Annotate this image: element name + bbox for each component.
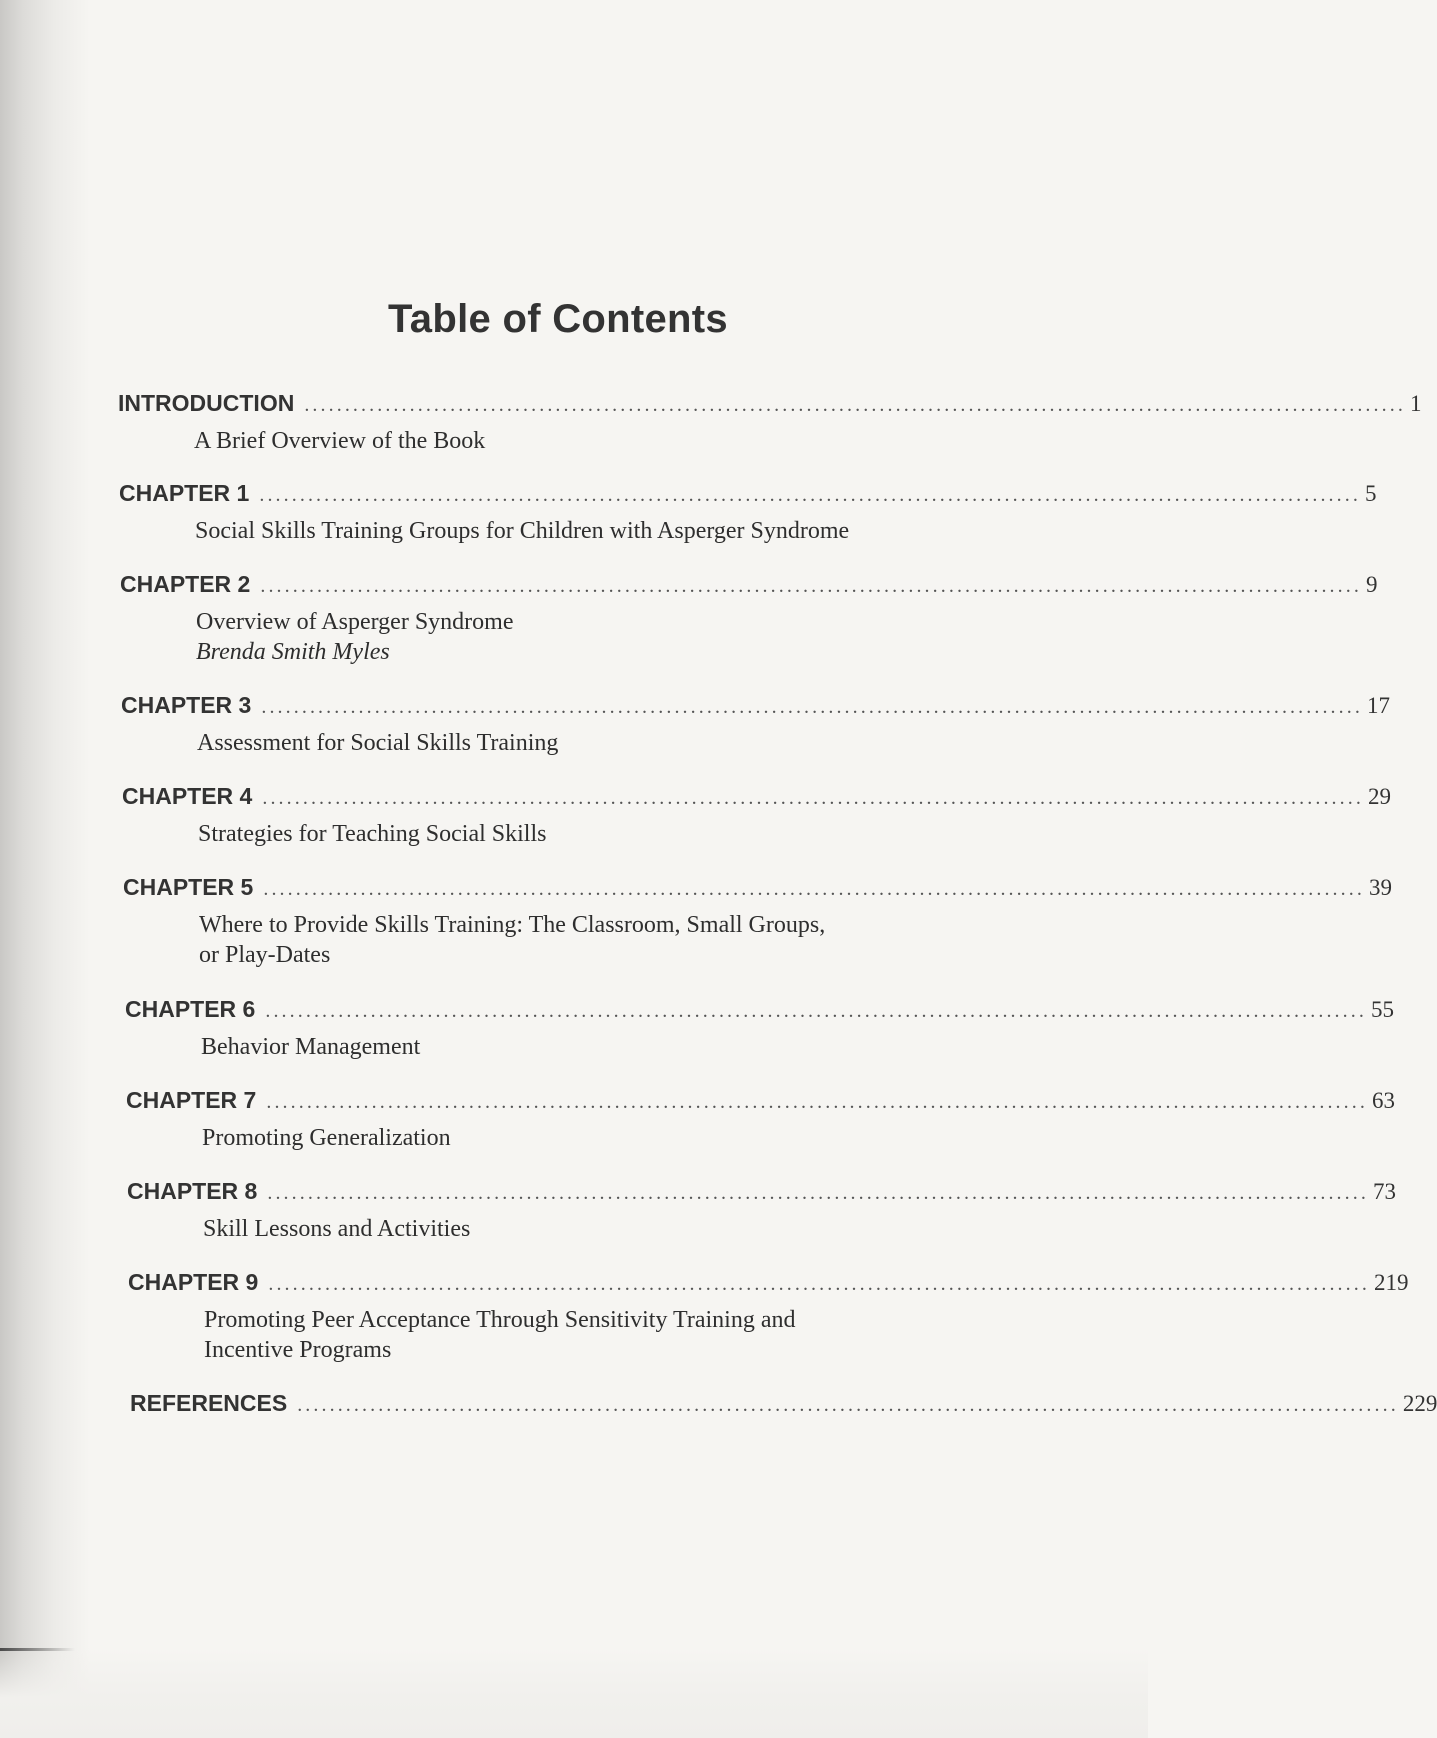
- toc-author: Brenda Smith Myles: [196, 639, 390, 665]
- toc-entry-chapter-3: [121, 692, 1390, 758]
- toc-subtitle: Skill Lessons and Activities: [203, 1216, 471, 1242]
- toc-subtitle: Promoting Peer Acceptance Through Sensitivity Training and: [204, 1307, 796, 1333]
- toc-heading: CHAPTER 7: [126, 1087, 257, 1113]
- toc-page-number: 9: [1365, 572, 1378, 597]
- toc-subtitle: A Brief Overview of the Book: [194, 428, 486, 454]
- toc-page-number: 219: [1373, 1270, 1409, 1295]
- toc-subtitle-continued: or Play-Dates: [199, 942, 331, 968]
- toc-heading: CHAPTER 9: [128, 1269, 259, 1295]
- page-title: Table of Contents: [388, 296, 728, 341]
- toc-entry-chapter-5: [123, 874, 1392, 970]
- dot-leader: ........................................................................................................................................: [297, 1394, 1399, 1416]
- toc-entry-chapter-9: [128, 1269, 1409, 1365]
- toc-page-number: 73: [1372, 1179, 1396, 1204]
- toc-heading: CHAPTER 6: [125, 996, 256, 1022]
- dot-leader: ........................................................................................................................................: [266, 1091, 1368, 1113]
- toc-entry-chapter-6: [125, 996, 1394, 1062]
- toc-subtitle: Strategies for Teaching Social Skills: [198, 821, 547, 847]
- toc-page-number: 29: [1367, 784, 1391, 809]
- toc-heading: CHAPTER 2: [120, 571, 251, 597]
- toc-entry-chapter-1: [119, 480, 1377, 546]
- dot-leader: ........................................................................................................................................: [267, 1182, 1369, 1204]
- toc-heading: CHAPTER 4: [122, 783, 253, 809]
- toc-heading: REFERENCES: [130, 1390, 288, 1416]
- toc-page-number: 1: [1409, 391, 1422, 416]
- toc-entry-chapter-7: [126, 1087, 1395, 1153]
- toc-heading: CHAPTER 1: [119, 480, 250, 506]
- toc-page-number: 17: [1366, 693, 1390, 718]
- toc-page-number: 39: [1368, 875, 1392, 900]
- toc-heading: CHAPTER 5: [123, 874, 254, 900]
- toc-subtitle: Assessment for Social Skills Training: [197, 730, 559, 756]
- dot-leader: ........................................................................................................................................: [262, 787, 1364, 809]
- dot-leader: ........................................................................................................................................: [259, 484, 1361, 506]
- toc-page-number: 229: [1402, 1391, 1437, 1416]
- dot-leader: ........................................................................................................................................: [261, 696, 1363, 718]
- toc-entry-introduction: [118, 390, 1422, 456]
- dot-leader: ........................................................................................................................................: [260, 575, 1362, 597]
- toc-subtitle: Social Skills Training Groups for Children with Asperger Syndrome: [195, 518, 850, 544]
- toc-subtitle: Overview of Asperger Syndrome: [196, 609, 514, 635]
- dot-leader: ........................................................................................................................................: [265, 1000, 1367, 1022]
- page-bottom-fold: [0, 1648, 1148, 1738]
- toc-heading: CHAPTER 3: [121, 692, 252, 718]
- dot-leader: ........................................................................................................................................: [263, 878, 1365, 900]
- toc-subtitle: Where to Provide Skills Training: The Classroom, Small Groups,: [199, 912, 826, 938]
- page-fold-line: [0, 1648, 75, 1651]
- toc-heading: INTRODUCTION: [118, 390, 295, 416]
- toc-page-number: 55: [1370, 997, 1394, 1022]
- toc-page-number: 63: [1371, 1088, 1395, 1113]
- toc-subtitle-continued: Incentive Programs: [204, 1337, 392, 1363]
- toc-heading: CHAPTER 8: [127, 1178, 258, 1204]
- toc-subtitle: Promoting Generalization: [202, 1125, 451, 1151]
- dot-leader: ........................................................................................................................................: [304, 394, 1406, 416]
- toc-entry-chapter-8: [127, 1178, 1396, 1244]
- dot-leader: ........................................................................................................................................: [268, 1273, 1370, 1295]
- toc-page-number: 5: [1364, 481, 1377, 506]
- toc-entry-chapter-4: [122, 783, 1391, 849]
- page-binding-shadow: [0, 0, 90, 1738]
- toc-entry-chapter-2: [120, 571, 1378, 667]
- toc-subtitle: Behavior Management: [201, 1034, 421, 1060]
- toc-entry-references: [130, 1390, 1437, 1426]
